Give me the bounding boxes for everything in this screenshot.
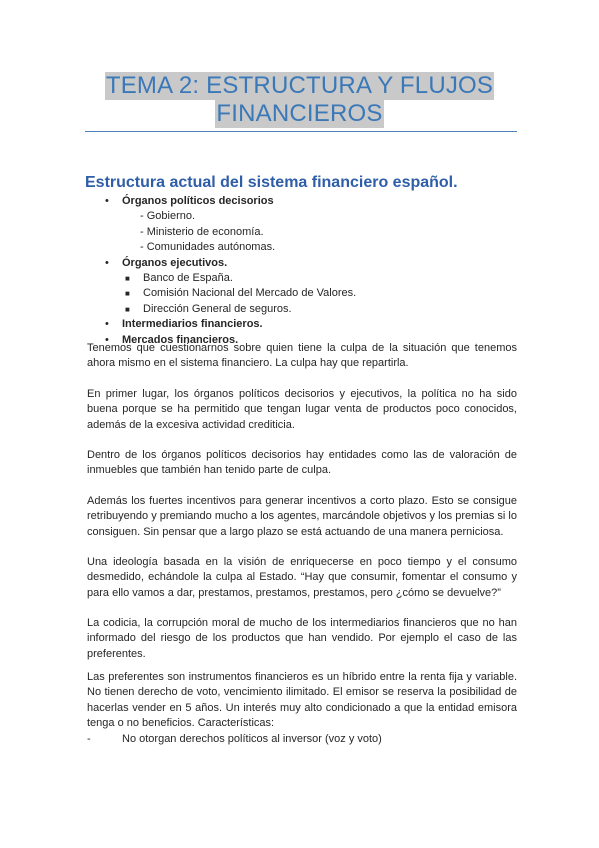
section-heading: Estructura actual del sistema financiero español. xyxy=(85,174,458,191)
square-bullet-icon: ■ xyxy=(125,304,130,314)
sub-list-item xyxy=(85,209,525,224)
sub-list-item xyxy=(85,240,525,255)
dash-icon: - Comunidades autónomas. xyxy=(140,241,276,254)
list-item-label: Órganos políticos decisorios xyxy=(122,195,274,207)
sub-list-item xyxy=(85,225,525,240)
dash-list-item-label: No otorgan derechos políticos al inversor (voz y voto) xyxy=(122,733,382,745)
sub-list-item-label: Comisión Nacional del Mercado de Valores. xyxy=(143,287,357,300)
list-item xyxy=(85,317,525,332)
paragraph: La codicia, la corrupción moral de mucho de los intermediarios financieros que no han informado del riesgo de los productos que han vendido. Por ejemplo el caso de las preferentes. xyxy=(87,617,517,660)
square-bullet-icon: ■ xyxy=(125,273,130,283)
bullet-icon: • xyxy=(105,195,109,207)
structure-list xyxy=(85,194,525,348)
paragraph: Las preferentes son instrumentos financieros es un híbrido entre la renta fija y variable. No tienen derecho de voto, vencimiento ilimitado. El emisor se reserva la posibilidad de hacerlas vender en 5 años. Un interés muy alto condicionado a que la entidad emisora tenga o no beneficios. Características: xyxy=(87,671,517,730)
list-item-label: Mercados financieros. xyxy=(122,333,239,346)
title-underline-rule xyxy=(85,131,517,132)
paragraph: Además los fuertes incentivos para generar incentivos a corto plazo. Esto se consigue retribuyendo y premiando mucho a los agentes, marcándole objetivos y los premias si lo consiguen. Sin pensar que a largo plazo se está actuando de una manera perniciosa. xyxy=(87,495,517,538)
sub-list-item xyxy=(85,271,525,286)
dash-icon: - Ministerio de economía. xyxy=(140,225,264,238)
document-title xyxy=(0,72,599,128)
bullet-icon: • xyxy=(105,318,109,331)
dash-icon: - xyxy=(87,733,91,745)
sub-list-item xyxy=(85,286,525,301)
sub-list-item xyxy=(85,302,525,317)
paragraph: Una ideología basada en la visión de enriquecerse en poco tiempo y el consumo desmedido, echándole la culpa al Estado. “Hay que consumir, fomentar el consumo y para ello vamos a dar, prestamos, prestamos, prestamos, pero ¿cómo se devuelve?” xyxy=(87,556,517,599)
paragraph: En primer lugar, los órganos políticos decisorios y ejecutivos, la política no ha sido buena porque se ha permitido que tengan lugar venta de productos poco conocidos, además de la excesiva actividad crediticia. xyxy=(87,388,517,431)
sub-list-item-label: Dirección General de seguros. xyxy=(143,302,292,315)
title-line-2: FINANCIEROS xyxy=(216,100,383,127)
dash-icon: - Gobierno. xyxy=(140,210,196,223)
bullet-icon: • xyxy=(105,256,109,269)
list-item xyxy=(85,194,525,209)
list-item xyxy=(85,256,525,271)
bullet-icon: • xyxy=(105,333,109,346)
paragraph: Dentro de los órganos políticos decisorios hay entidades como las de valoración de inmuebles que también han tenido parte de culpa. xyxy=(87,449,517,477)
sub-list-item-label: Banco de España. xyxy=(143,271,233,284)
list-item-label: Órganos ejecutivos. xyxy=(122,256,228,269)
list-item-label: Intermediarios financieros. xyxy=(122,318,263,331)
square-bullet-icon: ■ xyxy=(125,289,130,299)
paragraph: Tenemos que cuestionarnos sobre quien tiene la culpa de la situación que tenemos ahora mismo en el sistema financiero. La culpa hay que repartirla. xyxy=(87,342,517,370)
title-line-1: TEMA 2: ESTRUCTURA Y FLUJOS xyxy=(105,72,494,99)
